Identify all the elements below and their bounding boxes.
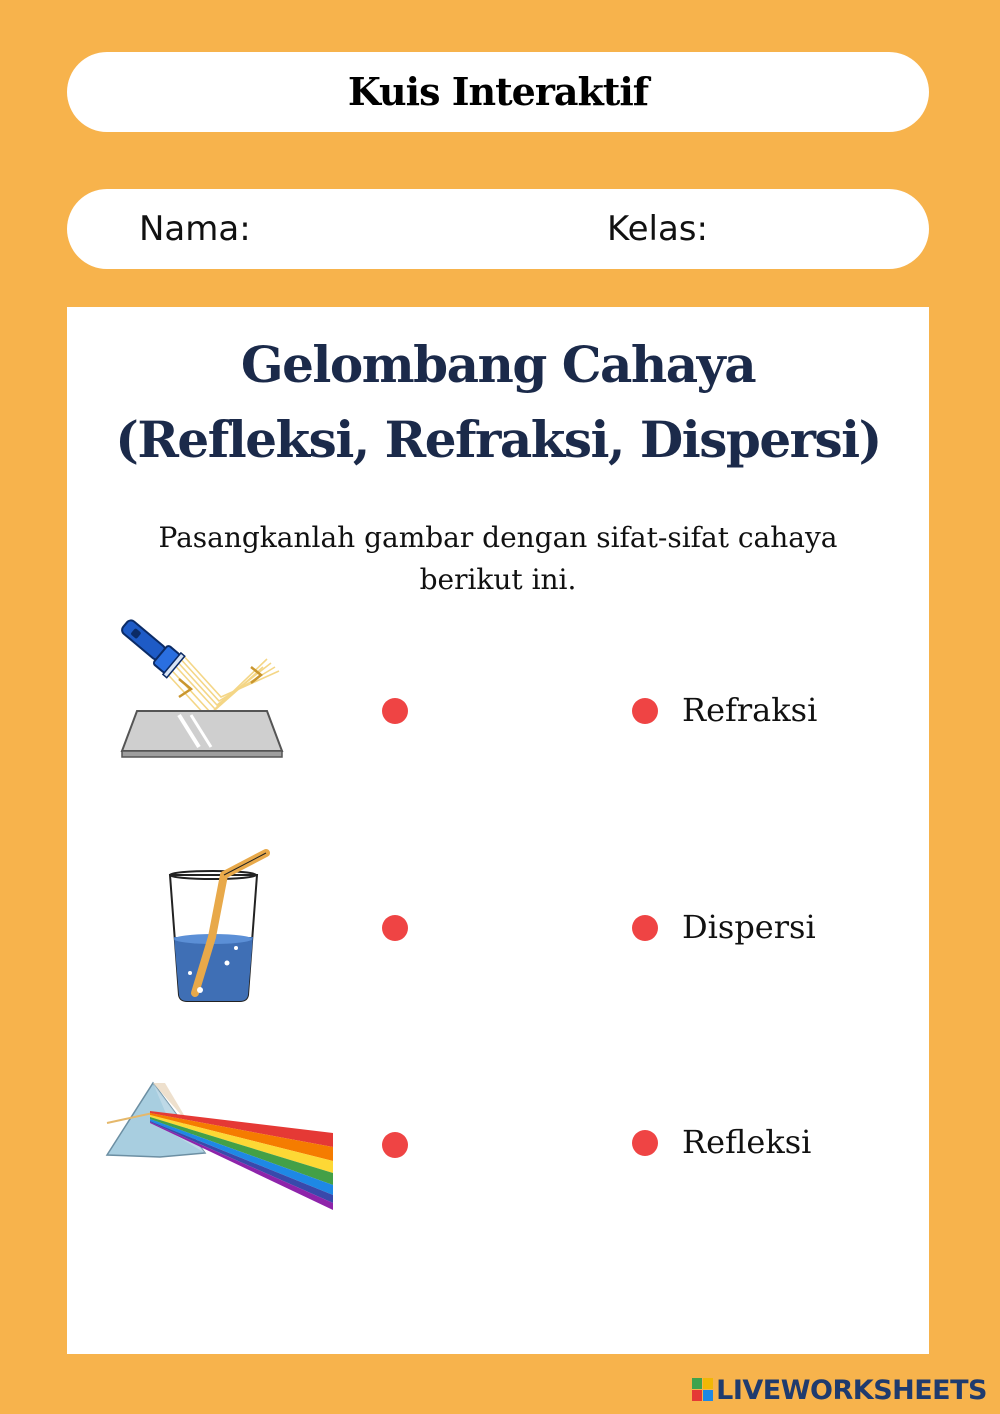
term-match-dot[interactable] xyxy=(632,1130,658,1156)
brand-text: LIVEWORKSHEETS xyxy=(716,1374,987,1406)
straw-in-glass-icon xyxy=(162,845,282,1005)
term-refraksi: Refraksi xyxy=(682,691,818,729)
picture-match-dot[interactable] xyxy=(382,915,408,941)
flashlight-reflection-icon xyxy=(107,617,297,767)
instruction-line-2: berikut ini. xyxy=(419,563,577,596)
liveworksheets-logo-icon xyxy=(692,1378,714,1402)
picture-match-dot[interactable] xyxy=(382,698,408,724)
term-dispersi: Dispersi xyxy=(682,908,816,946)
liveworksheets-logo xyxy=(692,1374,987,1406)
prism-dispersion-icon xyxy=(105,1075,340,1210)
term-match-dot[interactable] xyxy=(632,915,658,941)
worksheet-title-line-2: (Refleksi, Refraksi, Dispersi) xyxy=(115,410,881,469)
student-info-bar xyxy=(67,189,929,269)
instruction-line-1: Pasangkanlah gambar dengan sifat-sifat cahaya xyxy=(158,521,838,554)
name-label: Nama: xyxy=(139,209,251,249)
picture-match-dot[interactable] xyxy=(382,1132,408,1158)
header-banner xyxy=(67,52,929,132)
worksheet-card xyxy=(67,307,929,1354)
class-label: Kelas: xyxy=(607,209,708,249)
worksheet-title-line-1: Gelombang Cahaya xyxy=(240,335,756,394)
quiz-title: Kuis Interaktif xyxy=(347,69,649,114)
term-refleksi: Refleksi xyxy=(682,1123,812,1161)
term-match-dot[interactable] xyxy=(632,698,658,724)
